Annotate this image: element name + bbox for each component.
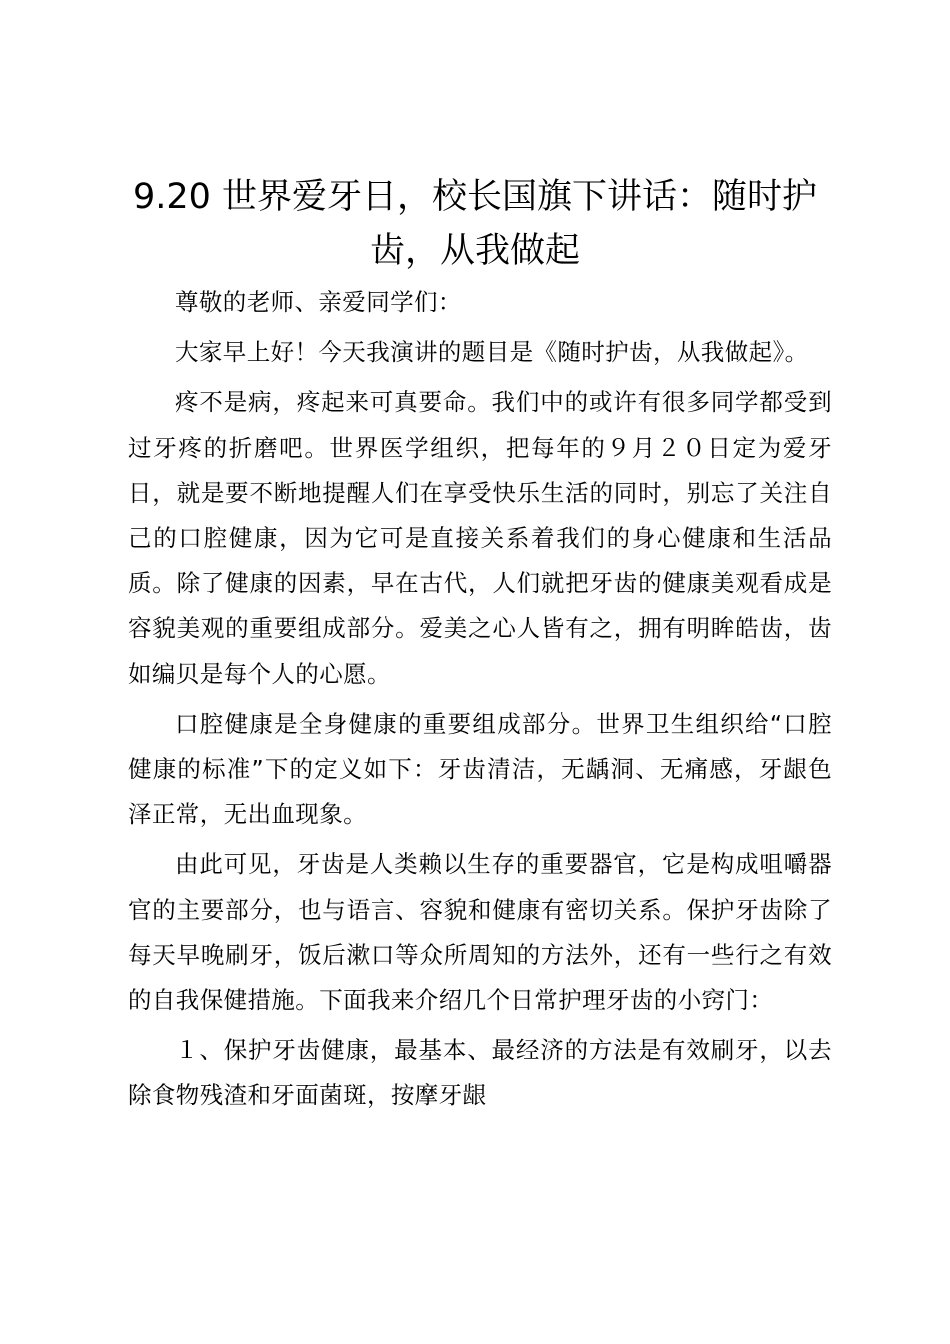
paragraph-salutation: 尊敬的老师、亲爱同学们： — [175, 288, 462, 316]
paragraph-tips-intro: 由此可见，牙齿是人类赖以生存的重要器官，它是构成咀嚼器官的主要部分，也与语言、容貌和健康有密切关系。保护牙齿除了每天早晚刷牙，饭后漱口等众所周知的方法外，还有一些行之有效的自我保健措施。下面我来介绍几个日常护理牙齿的小窍门： — [128, 850, 832, 1015]
paragraph-tip-1: １、保护牙齿健康，最基本、最经济的方法是有效刷牙，以去除食物残渣和牙面菌斑，按摩牙龈 — [128, 1036, 832, 1110]
paragraph-oral-health-standard: 口腔健康是全身健康的重要组成部分。世界卫生组织给“口腔健康的标准”下的定义如下：牙齿清洁，无龋洞、无痛感，牙龈色泽正常，无出血现象。 — [128, 709, 832, 829]
paragraph-greeting: 大家早上好！今天我演讲的题目是《随时护齿，从我做起》。 — [175, 338, 809, 367]
document-body — [128, 280, 832, 1119]
paragraph-toothache: 疼不是病，疼起来可真要命。我们中的或许有很多同学都受到过牙疼的折磨吧。世界医学组织，把每年的９月２０日定为爱牙日，就是要不断地提醒人们在享受快乐生活的同时，别忘了关注自己的口腔健康，因为它可是直接关系着我们的身心健康和生活品质。除了健康的因素，早在古代，人们就把牙齿的健康美观看成是容貌美观的重要组成部分。爱美之心人皆有之，拥有明眸皓齿，齿如编贝是每个人的心愿。 — [128, 388, 832, 688]
document-title: 9.20 世界爱牙日，校长国旗下讲话：随时护齿，从我做起 — [132, 177, 818, 271]
